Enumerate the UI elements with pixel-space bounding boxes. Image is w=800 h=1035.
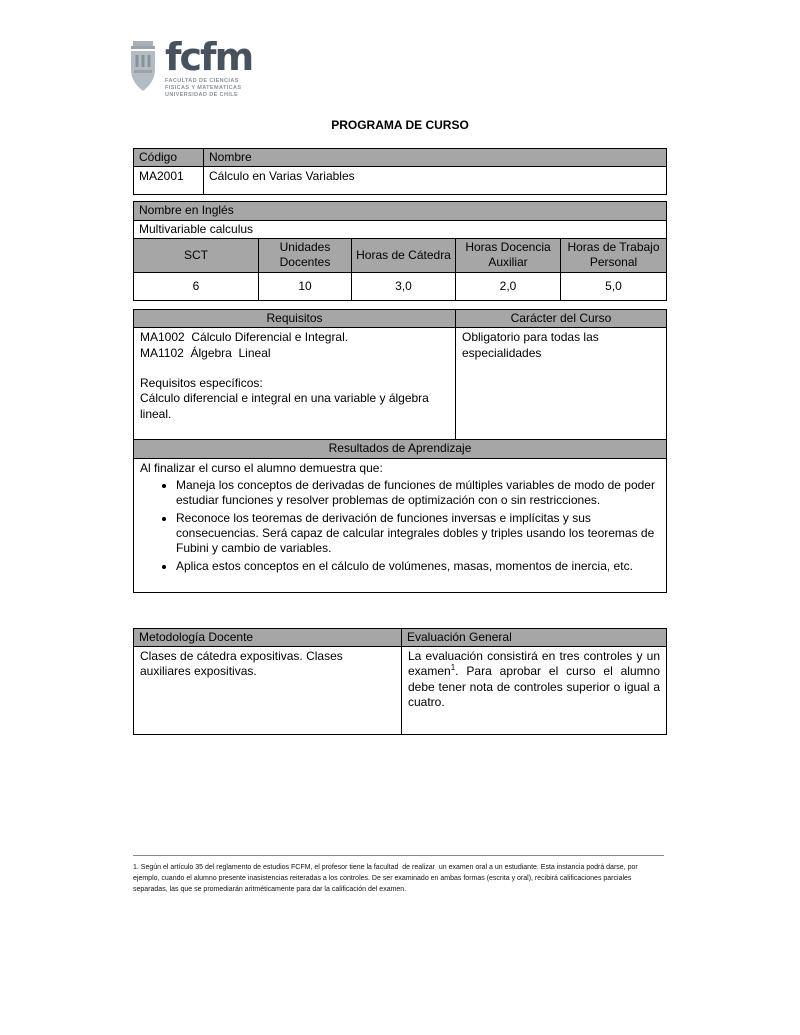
english-name-table (133, 201, 667, 239)
caracter-body-cell: Obligatorio para todas las especialidades (456, 328, 667, 440)
metodologia-evaluacion-table (133, 628, 667, 735)
evaluacion-header-cell: Evaluación General (402, 628, 667, 646)
logo-subtext-line: FACULTAD DE CIENCIAS (165, 77, 239, 84)
requisitos-table (133, 309, 667, 440)
university-seal-icon (128, 40, 158, 96)
requisito-line: MA1102 Álgebra Lineal (140, 345, 271, 360)
resultados-table (133, 439, 667, 592)
horas-personal-header-cell: Horas de Trabajo Personal (561, 239, 667, 273)
requisitos-header-cell: Requisitos (134, 309, 456, 327)
resultados-body-cell (134, 458, 667, 592)
logo-subtext (165, 78, 252, 99)
resultados-intro: Al finalizar el curso el alumno demuestra que: (140, 460, 383, 475)
page-title: PROGRAMA DE CURSO (331, 118, 469, 132)
logo-subtext-line: UNIVERSIDAD DE CHILE (165, 91, 239, 98)
nombre-header-cell: Nombre (204, 149, 667, 167)
horas-auxiliar-header-cell: Horas Docencia Auxiliar (456, 239, 561, 273)
footnote: 1. Según el artículo 35 del reglamento de estudios FCFM, el profesor tiene la facultad de realizar un examen oral a un estudiante. Esta instancia podrá darse, por ejemplo, cuando el alumno presente inasistencias reiteradas a los controles. De ser examinado en ambas formas (escrita y oral), recibirá calificaciones parciales separadas, las que se promediarán aritméticamente para dar la calificación del examen. (133, 855, 664, 896)
document-content (133, 148, 666, 735)
codigo-header-cell: Código (134, 149, 204, 167)
unidades-docentes-header-cell: Unidades Docentes (259, 239, 352, 273)
requisito-line: MA1002 Cálculo Diferencial e Integral. (140, 330, 349, 345)
metodologia-header-cell: Metodología Docente (134, 628, 402, 646)
nombre-value-cell: Cálculo en Varias Variables (204, 167, 667, 195)
resultado-bullet: • Aplica estos conceptos en el cálculo de volúmenes, masas, momentos de inercia, etc. (176, 559, 660, 574)
caracter-header-cell: Carácter del Curso (456, 309, 667, 327)
horas-catedra-header-cell: Horas de Cátedra (352, 239, 456, 273)
resultados-header-cell: Resultados de Aprendizaje (134, 440, 667, 458)
nombre-ingles-value-cell: Multivariable calculus (134, 220, 667, 238)
horas-catedra-value-cell: 3,0 (352, 272, 456, 300)
codigo-value-cell: MA2001 (134, 167, 204, 195)
sct-value-cell: 6 (134, 272, 259, 300)
course-id-table (133, 148, 667, 195)
metodologia-body-cell: Clases de cátedra expositivas. Clases auxiliares expositivas. (134, 646, 402, 734)
resultado-bullet: • Reconoce los teoremas de derivación de funciones inversas e implícitas y sus consecuencias. Será capaz de calcular integrales dobles y triples usando los teoremas de Fubini y cambio de variables. (176, 511, 660, 557)
evaluacion-text: . Para aprobar el curso el alumno debe tener nota de controles superior o igual a cuatro. (408, 664, 660, 709)
evaluacion-text: La evaluación consistirá en tres controles y un examen (408, 648, 660, 679)
unidades-docentes-value-cell: 10 (259, 272, 352, 300)
evaluacion-body-cell (402, 646, 667, 734)
requisito-line: Requisitos específicos: (140, 375, 263, 390)
logo-subtext-line: FISICAS Y MATEMATICAS (165, 84, 242, 91)
requisitos-spacer (140, 361, 449, 376)
horas-personal-value-cell: 5,0 (561, 272, 667, 300)
logo-text (165, 35, 253, 99)
credits-hours-table (133, 238, 667, 301)
footnote-reference: 1 (450, 663, 456, 673)
horas-auxiliar-value-cell: 2,0 (456, 272, 561, 300)
resultados-list (140, 478, 660, 574)
requisito-line: Cálculo diferencial e integral en una variable y álgebra lineal. (140, 391, 433, 421)
resultado-bullet: • Maneja los conceptos de derivadas de funciones de múltiples variables de modo de poder estudiar funciones y resolver problemas de optimización con o sin restricciones. (176, 478, 660, 509)
requisitos-body-cell (134, 328, 456, 440)
logo-brand-text: fcfm (165, 35, 253, 79)
fcfm-logo (128, 35, 253, 99)
sct-header-cell: SCT (134, 239, 259, 273)
nombre-ingles-header-cell: Nombre en Inglés (134, 202, 667, 220)
